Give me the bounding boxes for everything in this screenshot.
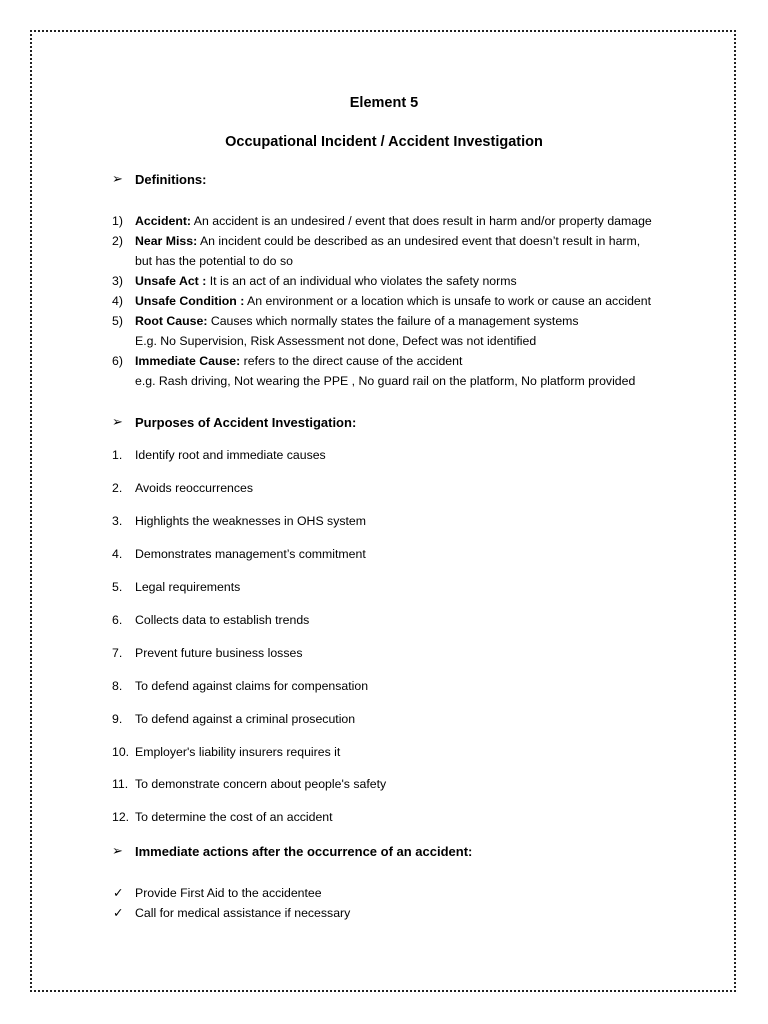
purpose-number: 11.: [112, 777, 129, 791]
definition-number: 4): [112, 294, 123, 308]
definition-text: It is an act of an individual who violates the safety norms: [206, 274, 517, 288]
action-item: Provide First Aid to the accidentee: [135, 886, 322, 900]
definition-number: 6): [112, 354, 123, 368]
definition-term: Unsafe Condition :: [135, 294, 245, 308]
definition-item: [135, 314, 579, 328]
definition-term: Immediate Cause:: [135, 354, 241, 368]
definition-text: Causes which normally states the failure of a management systems: [207, 314, 579, 328]
definition-term: Accident:: [135, 214, 192, 228]
purpose-number: 7.: [112, 646, 123, 660]
purpose-item: To determine the cost of an accident: [135, 810, 333, 824]
arrow-bullet-icon: ➢: [112, 171, 123, 186]
purpose-item: To defend against claims for compensation: [135, 679, 369, 693]
definition-item: [135, 234, 640, 248]
purpose-number: 3.: [112, 514, 123, 528]
purpose-item: To demonstrate concern about people's safety: [135, 777, 387, 791]
purpose-number: 5.: [112, 580, 123, 594]
section-heading-purposes: Purposes of Accident Investigation:: [135, 415, 357, 430]
purpose-number: 12.: [112, 810, 130, 824]
definition-number: 1): [112, 214, 123, 228]
purpose-item: Prevent future business losses: [135, 646, 303, 660]
definition-text: refers to the direct cause of the accident: [240, 354, 463, 368]
purpose-item: Identify root and immediate causes: [135, 448, 326, 462]
purpose-item: Demonstrates management’s commitment: [135, 547, 366, 561]
definition-term: Unsafe Act :: [135, 274, 207, 288]
definition-number: 2): [112, 234, 123, 248]
action-item: Call for medical assistance if necessary: [135, 906, 351, 920]
main-title: Occupational Incident / Accident Investigation: [225, 134, 543, 150]
definition-item: [135, 354, 462, 368]
definition-number: 5): [112, 314, 123, 328]
arrow-bullet-icon: ➢: [112, 414, 123, 429]
purpose-number: 1.: [112, 448, 123, 462]
definition-continuation: E.g. No Supervision, Risk Assessment not done, Defect was not identified: [135, 334, 537, 348]
definition-item: [135, 294, 651, 308]
definition-continuation: e.g. Rash driving, Not wearing the PPE , No guard rail on the platform, No platform provided: [135, 374, 636, 388]
element-title: Element 5: [349, 95, 419, 111]
definition-term: Root Cause:: [135, 314, 208, 328]
purpose-number: 2.: [112, 481, 123, 495]
definition-text: An accident is an undesired / event that does result in harm and/or property damage: [191, 214, 652, 228]
definition-term: Near Miss:: [135, 234, 198, 248]
definition-text: An incident could be described as an undesired event that doesn’t result in harm,: [197, 234, 641, 248]
purpose-item: Collects data to establish trends: [135, 613, 310, 627]
definition-item: [135, 274, 517, 288]
section-heading-definitions: Definitions:: [135, 172, 207, 187]
purpose-number: 6.: [112, 613, 123, 627]
purpose-number: 8.: [112, 679, 123, 693]
check-mark-icon: ✓: [113, 906, 124, 920]
purpose-item: To defend against a criminal prosecution: [135, 712, 356, 726]
purpose-item: Legal requirements: [135, 580, 241, 594]
arrow-bullet-icon: ➢: [112, 843, 123, 858]
section-heading-immediate-actions: Immediate actions after the occurrence of an accident:: [135, 844, 473, 859]
purpose-item: Employer's liability insurers requires it: [135, 745, 341, 759]
definition-item: [135, 214, 652, 228]
purpose-number: 9.: [112, 712, 123, 726]
purpose-number: 4.: [112, 547, 123, 561]
definition-continuation: but has the potential to do so: [135, 254, 293, 268]
purpose-item: Avoids reoccurrences: [135, 481, 254, 495]
definition-number: 3): [112, 274, 123, 288]
purpose-number: 10.: [112, 745, 130, 759]
check-mark-icon: ✓: [113, 886, 124, 900]
purpose-item: Highlights the weaknesses in OHS system: [135, 514, 367, 528]
definition-text: An environment or a location which is unsafe to work or cause an accident: [244, 294, 652, 308]
